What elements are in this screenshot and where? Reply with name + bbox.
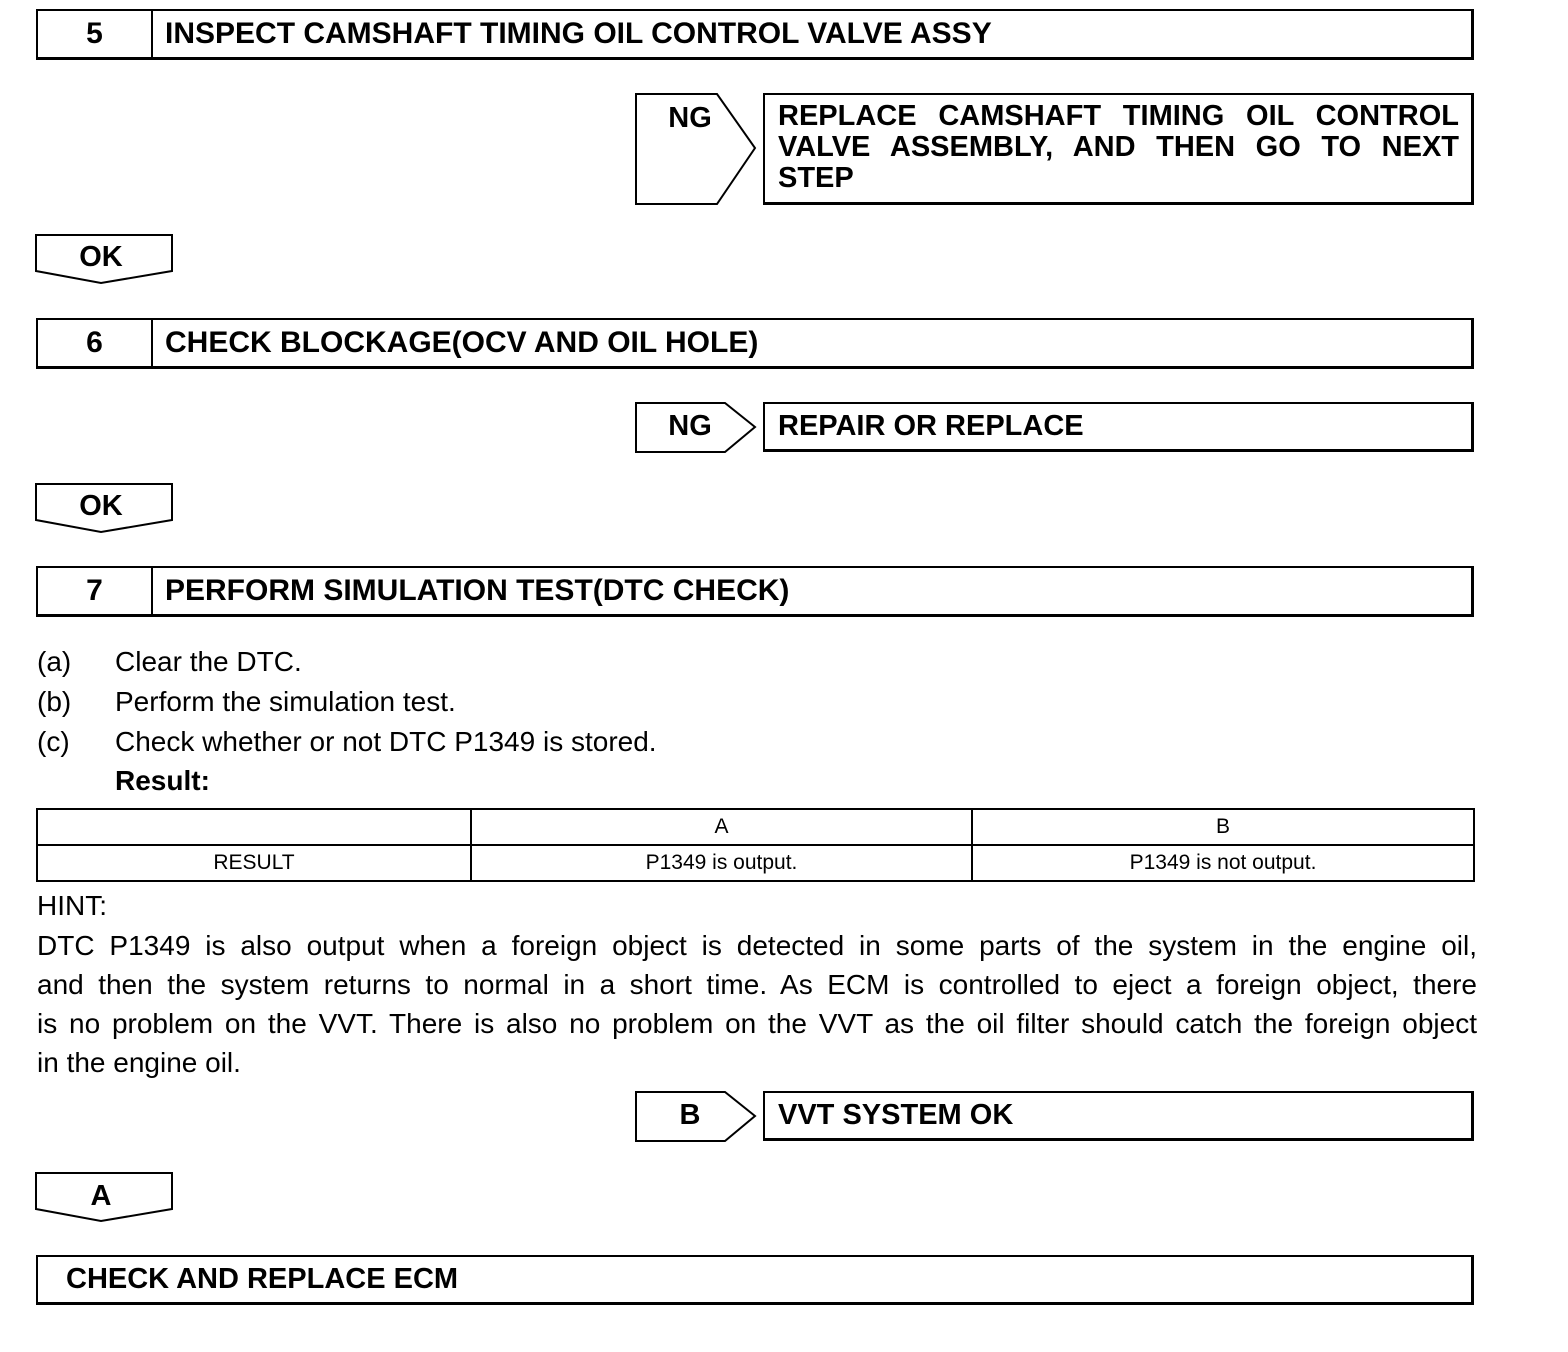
hint-paragraph	[37, 926, 1477, 1082]
procedure-item	[37, 642, 302, 682]
item-marker: (c)	[37, 726, 70, 757]
step-number: 6	[38, 320, 153, 366]
item-marker: (a)	[37, 646, 72, 677]
table-cell: P1349 is not output.	[972, 845, 1474, 881]
action-text: REPAIR OR REPLACE	[778, 410, 1084, 442]
action-line: REPLACE CAMSHAFT TIMING OIL CONTROL	[778, 100, 1459, 132]
hint-line: is no problem on the VVT. There is also no problem on the VVT as the oil filter should catch the foreign object	[37, 1008, 1477, 1039]
ok-label: OK	[79, 241, 123, 273]
step-title: PERFORM SIMULATION TEST(DTC CHECK)	[165, 574, 790, 607]
step-number: 7	[38, 568, 153, 614]
item-text: Perform the simulation test.	[115, 686, 456, 717]
repair-action-box	[763, 402, 1474, 452]
result-label: Result:	[115, 765, 210, 796]
table-header-cell: A	[471, 809, 972, 845]
replace-ocv-action-box	[763, 93, 1474, 205]
table-cell: P1349 is output.	[471, 845, 972, 881]
result-table	[36, 808, 1475, 882]
action-line: STEP	[778, 162, 854, 194]
step-6-header	[36, 318, 1474, 369]
hint-line: in the engine oil.	[37, 1047, 241, 1078]
action-text: VVT SYSTEM OK	[778, 1099, 1014, 1131]
vvt-ok-box	[763, 1091, 1474, 1141]
table-header-cell: B	[972, 809, 1474, 845]
procedure-item	[37, 682, 456, 722]
step-number: 5	[38, 11, 153, 57]
b-label: B	[679, 1099, 701, 1131]
item-text: Check whether or not DTC P1349 is stored.	[115, 726, 657, 757]
table-row	[37, 845, 1474, 881]
item-text: Clear the DTC.	[115, 646, 302, 677]
ng-label: NG	[668, 410, 712, 442]
a-label: A	[90, 1180, 112, 1212]
hint-line: DTC P1349 is also output when a foreign object is detected in some parts of the system in the engine oil,	[37, 930, 1477, 961]
final-action-bar	[36, 1255, 1474, 1305]
ng-label: NG	[668, 102, 712, 134]
action-line: VALVE ASSEMBLY, AND THEN GO TO NEXT	[778, 131, 1459, 163]
hint-label: HINT:	[37, 890, 107, 921]
procedure-item	[37, 722, 657, 762]
table-cell: RESULT	[37, 845, 471, 881]
hint-line: and then the system returns to normal in a short time. As ECM is controlled to eject a foreign object, there	[37, 969, 1477, 1000]
table-header-row	[37, 809, 1474, 845]
step-5-header	[36, 9, 1474, 60]
ok-label: OK	[79, 490, 123, 522]
item-marker: (b)	[37, 686, 72, 717]
step-7-header	[36, 566, 1474, 617]
step-title: CHECK BLOCKAGE(OCV AND OIL HOLE)	[165, 326, 759, 359]
table-header-cell	[37, 809, 471, 845]
final-action-text: CHECK AND REPLACE ECM	[66, 1263, 459, 1295]
step-title: INSPECT CAMSHAFT TIMING OIL CONTROL VALVE ASSY	[165, 17, 992, 50]
